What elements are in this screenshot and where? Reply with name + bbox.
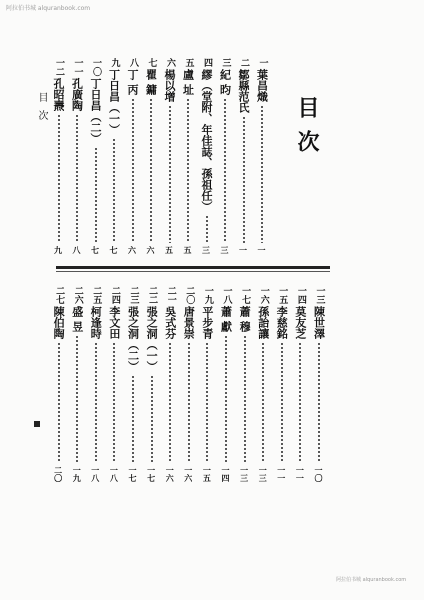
leader-dots bbox=[132, 98, 134, 243]
toc-entry bbox=[255, 58, 269, 254]
entry-name: 楊以增 bbox=[163, 69, 176, 102]
entry-name: 唐景崇 bbox=[182, 306, 196, 339]
leader-dots bbox=[169, 105, 171, 243]
entry-name: 蕭 獻 bbox=[219, 306, 233, 332]
entry-page-number: 一八 bbox=[109, 466, 120, 482]
leader-dots bbox=[95, 147, 97, 243]
leader-dots bbox=[151, 375, 153, 463]
entry-name: 葉昌熾 bbox=[255, 69, 269, 102]
toc-entry bbox=[89, 286, 103, 482]
toc-entry bbox=[126, 286, 140, 482]
toc-entry bbox=[181, 58, 195, 254]
watermark-bottom: 阿拉伯书城 alquranbook.com bbox=[336, 577, 407, 583]
entry-name: 陳伯陶 bbox=[52, 306, 66, 339]
entry-number: 八 bbox=[128, 58, 138, 67]
entry-page-number: 一七 bbox=[128, 466, 138, 482]
entry-number: 一三 bbox=[314, 286, 325, 304]
entry-number: 一四 bbox=[295, 286, 306, 304]
entry-number: 七 bbox=[146, 58, 157, 67]
leader-dots bbox=[262, 342, 264, 463]
entry-number: 二一 bbox=[165, 286, 176, 304]
leader-dots bbox=[299, 342, 301, 463]
entry-number: 四 bbox=[202, 58, 212, 67]
toc-entry bbox=[219, 286, 233, 482]
entry-name: 柯逢時 bbox=[89, 306, 103, 339]
entry-name: 瞿 鏞 bbox=[144, 69, 158, 95]
toc-entry bbox=[145, 286, 159, 482]
entry-name: 李文田 bbox=[107, 306, 121, 339]
entry-number: 一八 bbox=[221, 286, 232, 304]
entry-page-number: 九 bbox=[53, 246, 64, 254]
entry-name: 張之洞（一） bbox=[145, 306, 159, 372]
entry-page-number: 一一 bbox=[276, 466, 287, 482]
entry-name: 蕭 穆 bbox=[238, 306, 252, 332]
toc-entry bbox=[126, 58, 140, 254]
entry-name: 莫友芝 bbox=[293, 306, 307, 339]
leader-dots bbox=[58, 114, 60, 243]
entry-name: 紀 昀 bbox=[218, 69, 232, 95]
toc-entry bbox=[52, 286, 66, 482]
entry-number: 九 bbox=[109, 58, 120, 67]
page-title: 目次 bbox=[294, 96, 320, 164]
leader-dots bbox=[206, 215, 208, 243]
toc-entry bbox=[89, 58, 103, 254]
toc-entry bbox=[163, 58, 177, 254]
leader-dots bbox=[188, 342, 190, 463]
entry-page-number: 五 bbox=[164, 246, 175, 254]
toc-entry bbox=[163, 286, 177, 482]
leader-dots bbox=[281, 342, 283, 463]
leader-dots bbox=[95, 342, 97, 463]
toc-entry bbox=[144, 58, 158, 254]
leader-dots bbox=[132, 375, 134, 463]
toc-entry bbox=[256, 286, 270, 482]
entry-number: 二六 bbox=[72, 286, 83, 304]
entry-page-number: 一六 bbox=[183, 466, 194, 482]
leader-dots bbox=[76, 114, 78, 243]
entry-page-number: 一六 bbox=[165, 466, 176, 482]
toc-entry bbox=[293, 286, 307, 482]
entry-name: 丁 丙 bbox=[126, 69, 139, 95]
entry-page-number: 一九 bbox=[72, 466, 83, 482]
entry-page-number: 一八 bbox=[90, 466, 101, 482]
entry-number: 一 bbox=[257, 58, 268, 67]
entry-page-number: 三 bbox=[201, 246, 212, 254]
leader-dots bbox=[225, 335, 227, 463]
entry-number: 一一 bbox=[72, 58, 83, 76]
entry-name: 孔廣陶 bbox=[70, 78, 84, 111]
entry-number: 二五 bbox=[91, 286, 102, 304]
running-header: 目次 bbox=[36, 92, 47, 128]
entry-page-number: 一一 bbox=[295, 466, 306, 482]
entry-page-number: 三 bbox=[220, 246, 230, 254]
entry-name: 盛 昱 bbox=[70, 306, 84, 332]
entry-page-number: 一三 bbox=[258, 466, 269, 482]
entry-name: 吳式芬 bbox=[163, 306, 177, 339]
leader-dots bbox=[150, 98, 152, 243]
entry-page-number: 一三 bbox=[239, 466, 250, 482]
entry-name: 丁日昌（一） bbox=[107, 69, 121, 135]
entry-name: 盧 址 bbox=[181, 69, 195, 95]
watermark: 阿拉伯书城 alquranbook.com bbox=[6, 5, 91, 12]
leader-dots bbox=[261, 105, 263, 243]
entry-name: 平步青 bbox=[200, 306, 214, 339]
entry-page-number: 五 bbox=[183, 246, 193, 254]
leader-dots bbox=[244, 335, 246, 463]
entry-page-number: 七 bbox=[90, 246, 101, 254]
entry-name: 孫詒讓 bbox=[256, 306, 270, 339]
entry-number: 二四 bbox=[109, 286, 120, 304]
toc-entry bbox=[200, 58, 214, 254]
leader-dots bbox=[169, 342, 171, 463]
entry-page-number: 一七 bbox=[146, 466, 157, 482]
toc-entry bbox=[238, 286, 252, 482]
entry-page-number: 一四 bbox=[221, 466, 231, 482]
entry-number: 五 bbox=[183, 58, 194, 67]
entry-number: 三 bbox=[220, 58, 231, 67]
margin-mark bbox=[34, 421, 40, 427]
entry-name: 丁日昌（二） bbox=[89, 78, 102, 144]
entry-number: 六 bbox=[165, 58, 175, 67]
leader-dots bbox=[113, 138, 115, 243]
entry-name: 鄒縣范氏 bbox=[237, 69, 250, 113]
entry-number: 一七 bbox=[240, 286, 251, 304]
entry-page-number: 六 bbox=[127, 246, 138, 254]
leader-dots bbox=[187, 98, 189, 243]
leader-dots bbox=[76, 335, 78, 463]
section-divider-thin bbox=[56, 271, 330, 272]
toc-entry bbox=[107, 58, 121, 254]
section-divider bbox=[56, 266, 330, 269]
toc-entry bbox=[107, 286, 121, 482]
leader-dots bbox=[224, 98, 226, 243]
entry-page-number: 一〇 bbox=[314, 466, 324, 482]
toc-entry bbox=[275, 286, 289, 482]
toc-entry bbox=[52, 58, 66, 254]
entry-name: 張之洞（二） bbox=[126, 306, 140, 372]
entry-number: 二〇 bbox=[184, 286, 195, 304]
entry-number: 一九 bbox=[202, 286, 213, 304]
entry-page-number: 一 bbox=[257, 246, 267, 254]
entry-page-number: 七 bbox=[109, 246, 119, 254]
entry-number: 二三 bbox=[128, 286, 139, 304]
entry-number: 一六 bbox=[258, 286, 269, 304]
entry-page-number: 二〇 bbox=[53, 466, 64, 482]
entry-name: 孔昭燾 bbox=[52, 78, 65, 111]
entry-name: 繆（堂附、年佳誌、孫祖任） bbox=[200, 69, 213, 212]
entry-number: 二二 bbox=[147, 286, 158, 304]
entry-page-number: 八 bbox=[72, 246, 82, 254]
leader-dots bbox=[113, 342, 115, 463]
entry-name: 李慈銘 bbox=[275, 306, 289, 339]
toc-entry bbox=[70, 286, 84, 482]
entry-number: 一〇 bbox=[91, 58, 101, 76]
entry-page-number: 六 bbox=[146, 246, 156, 254]
toc-entry bbox=[70, 58, 84, 254]
toc-entry bbox=[182, 286, 196, 482]
entry-number: 一二 bbox=[54, 58, 64, 76]
toc-entry bbox=[218, 58, 232, 254]
entry-page-number: 一五 bbox=[202, 466, 213, 482]
leader-dots bbox=[318, 342, 320, 463]
toc-entry bbox=[312, 286, 326, 482]
entry-name: 陳世澤 bbox=[312, 306, 326, 339]
leader-dots bbox=[58, 342, 60, 463]
entry-number: 二七 bbox=[54, 286, 65, 304]
toc-entry bbox=[200, 286, 214, 482]
toc-entry bbox=[237, 58, 251, 254]
leader-dots bbox=[243, 116, 245, 243]
entry-number: 二 bbox=[239, 58, 249, 67]
entry-number: 一五 bbox=[277, 286, 288, 304]
leader-dots bbox=[206, 342, 208, 463]
entry-page-number: 一 bbox=[238, 246, 249, 254]
